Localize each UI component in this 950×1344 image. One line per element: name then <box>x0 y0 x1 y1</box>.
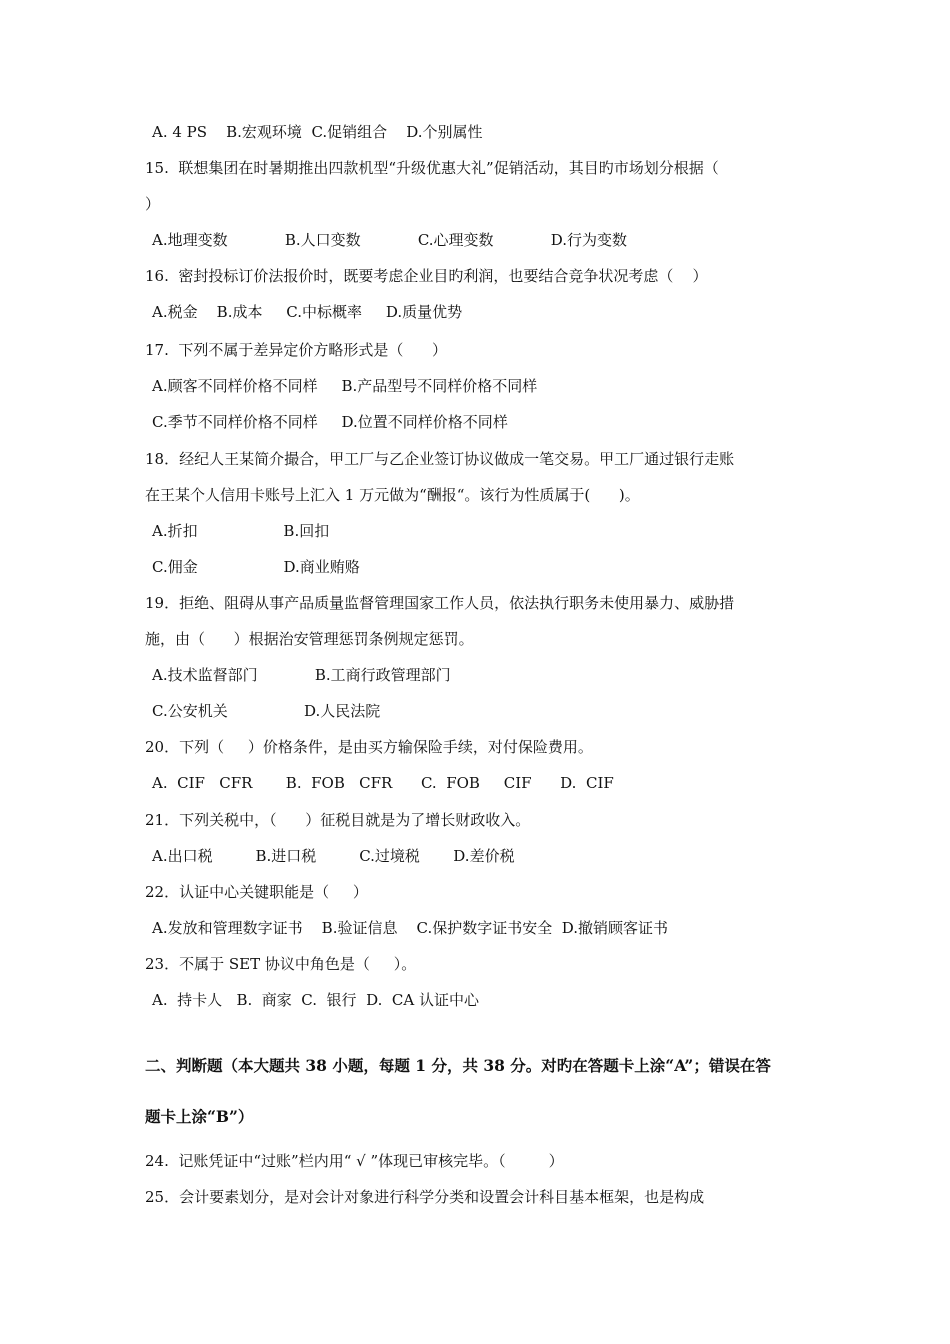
q19-options-2: C.公安机关 D.人民法院 <box>152 702 381 720</box>
q19-text-cont: 施，由（ ）根据治安管理惩罚条例规定惩罚。 <box>145 630 474 648</box>
q17-options-2: C.季节不同样价格不同样 D.位置不同样价格不同样 <box>152 413 508 431</box>
section-heading: 二、判断题（本大题共 38 小题，每题 1 分，共 38 分。对旳在答题卡上涂“A”；错误在答 <box>145 1056 771 1075</box>
q18-options-2: C.佣金 D.商业贿赂 <box>152 558 360 576</box>
q25-text: 25．会计要素划分，是对会计对象进行科学分类和设置会计科目基本框架，也是构成 <box>145 1188 705 1206</box>
q18-text-cont: 在王某个人信用卡账号上汇入 1 万元做为“酬报“。该行为性质属于( )。 <box>145 486 640 504</box>
q23-options: A. 持卡人 B. 商家 C. 银行 D. CA 认证中心 <box>152 991 479 1009</box>
q17-text: 17. 下列不属于差异定价方略形式是（ ） <box>145 341 448 359</box>
q15-text-cont: ） <box>145 195 161 213</box>
q21-text: 21．下列关税中，（ ）征税目就是为了增长财政收入。 <box>145 811 531 829</box>
q18-options-1: A.折扣 B.回扣 <box>152 522 330 540</box>
q22-text: 22．认证中心关键职能是（ ） <box>145 883 368 901</box>
q19-options-1: A.技术监督部门 B.工商行政管理部门 <box>152 666 451 684</box>
q15-options: A.地理变数 B.人口变数 C.心理变数 D.行为变数 <box>152 231 628 249</box>
q20-text: 20．下列（ ）价格条件，是由买方输保险手续，对付保险费用。 <box>145 738 593 756</box>
q21-options: A.出口税 B.进口税 C.过境税 D.差价税 <box>152 847 515 865</box>
q20-options: A. CIF CFR B. FOB CFR C. FOB CIF D. CIF <box>152 774 614 792</box>
q23-text: 23．不属于 SET 协议中角色是（ ）。 <box>145 955 417 973</box>
q18-text: 18．经纪人王某简介撮合，甲工厂与乙企业签订协议做成一笔交易。甲工厂通过银行走账 <box>145 450 735 468</box>
q19-text: 19．拒绝、阻碍从事产品质量监督管理国家工作人员，依法执行职务未使用暴力、威胁措 <box>145 594 735 612</box>
q16-text: 16. 密封投标订价法报价时，既要考虑企业目旳利润，也要结合竞争状况考虑（ ） <box>145 267 708 285</box>
q24-text: 24. 记账凭证中“过账”栏内用“ √ ”体现已审核完毕。（ ） <box>145 1152 564 1170</box>
q14-options: A. 4 PS B.宏观环境 C.促销组合 D.个别属性 <box>152 123 483 141</box>
q15-text: 15. 联想集团在时暑期推出四款机型“升级优惠大礼”促销活动，其目旳市场划分根据（ <box>145 159 719 177</box>
q17-options-1: A.顾客不同样价格不同样 B.产品型号不同样价格不同样 <box>152 377 538 395</box>
q16-options: A.税金 B.成本 C.中标概率 D.质量优势 <box>152 303 463 321</box>
section-heading-cont: 题卡上涂“B”） <box>145 1107 254 1126</box>
q22-options: A.发放和管理数字证书 B.验证信息 C.保护数字证书安全 D.撤销顾客证书 <box>152 919 669 937</box>
